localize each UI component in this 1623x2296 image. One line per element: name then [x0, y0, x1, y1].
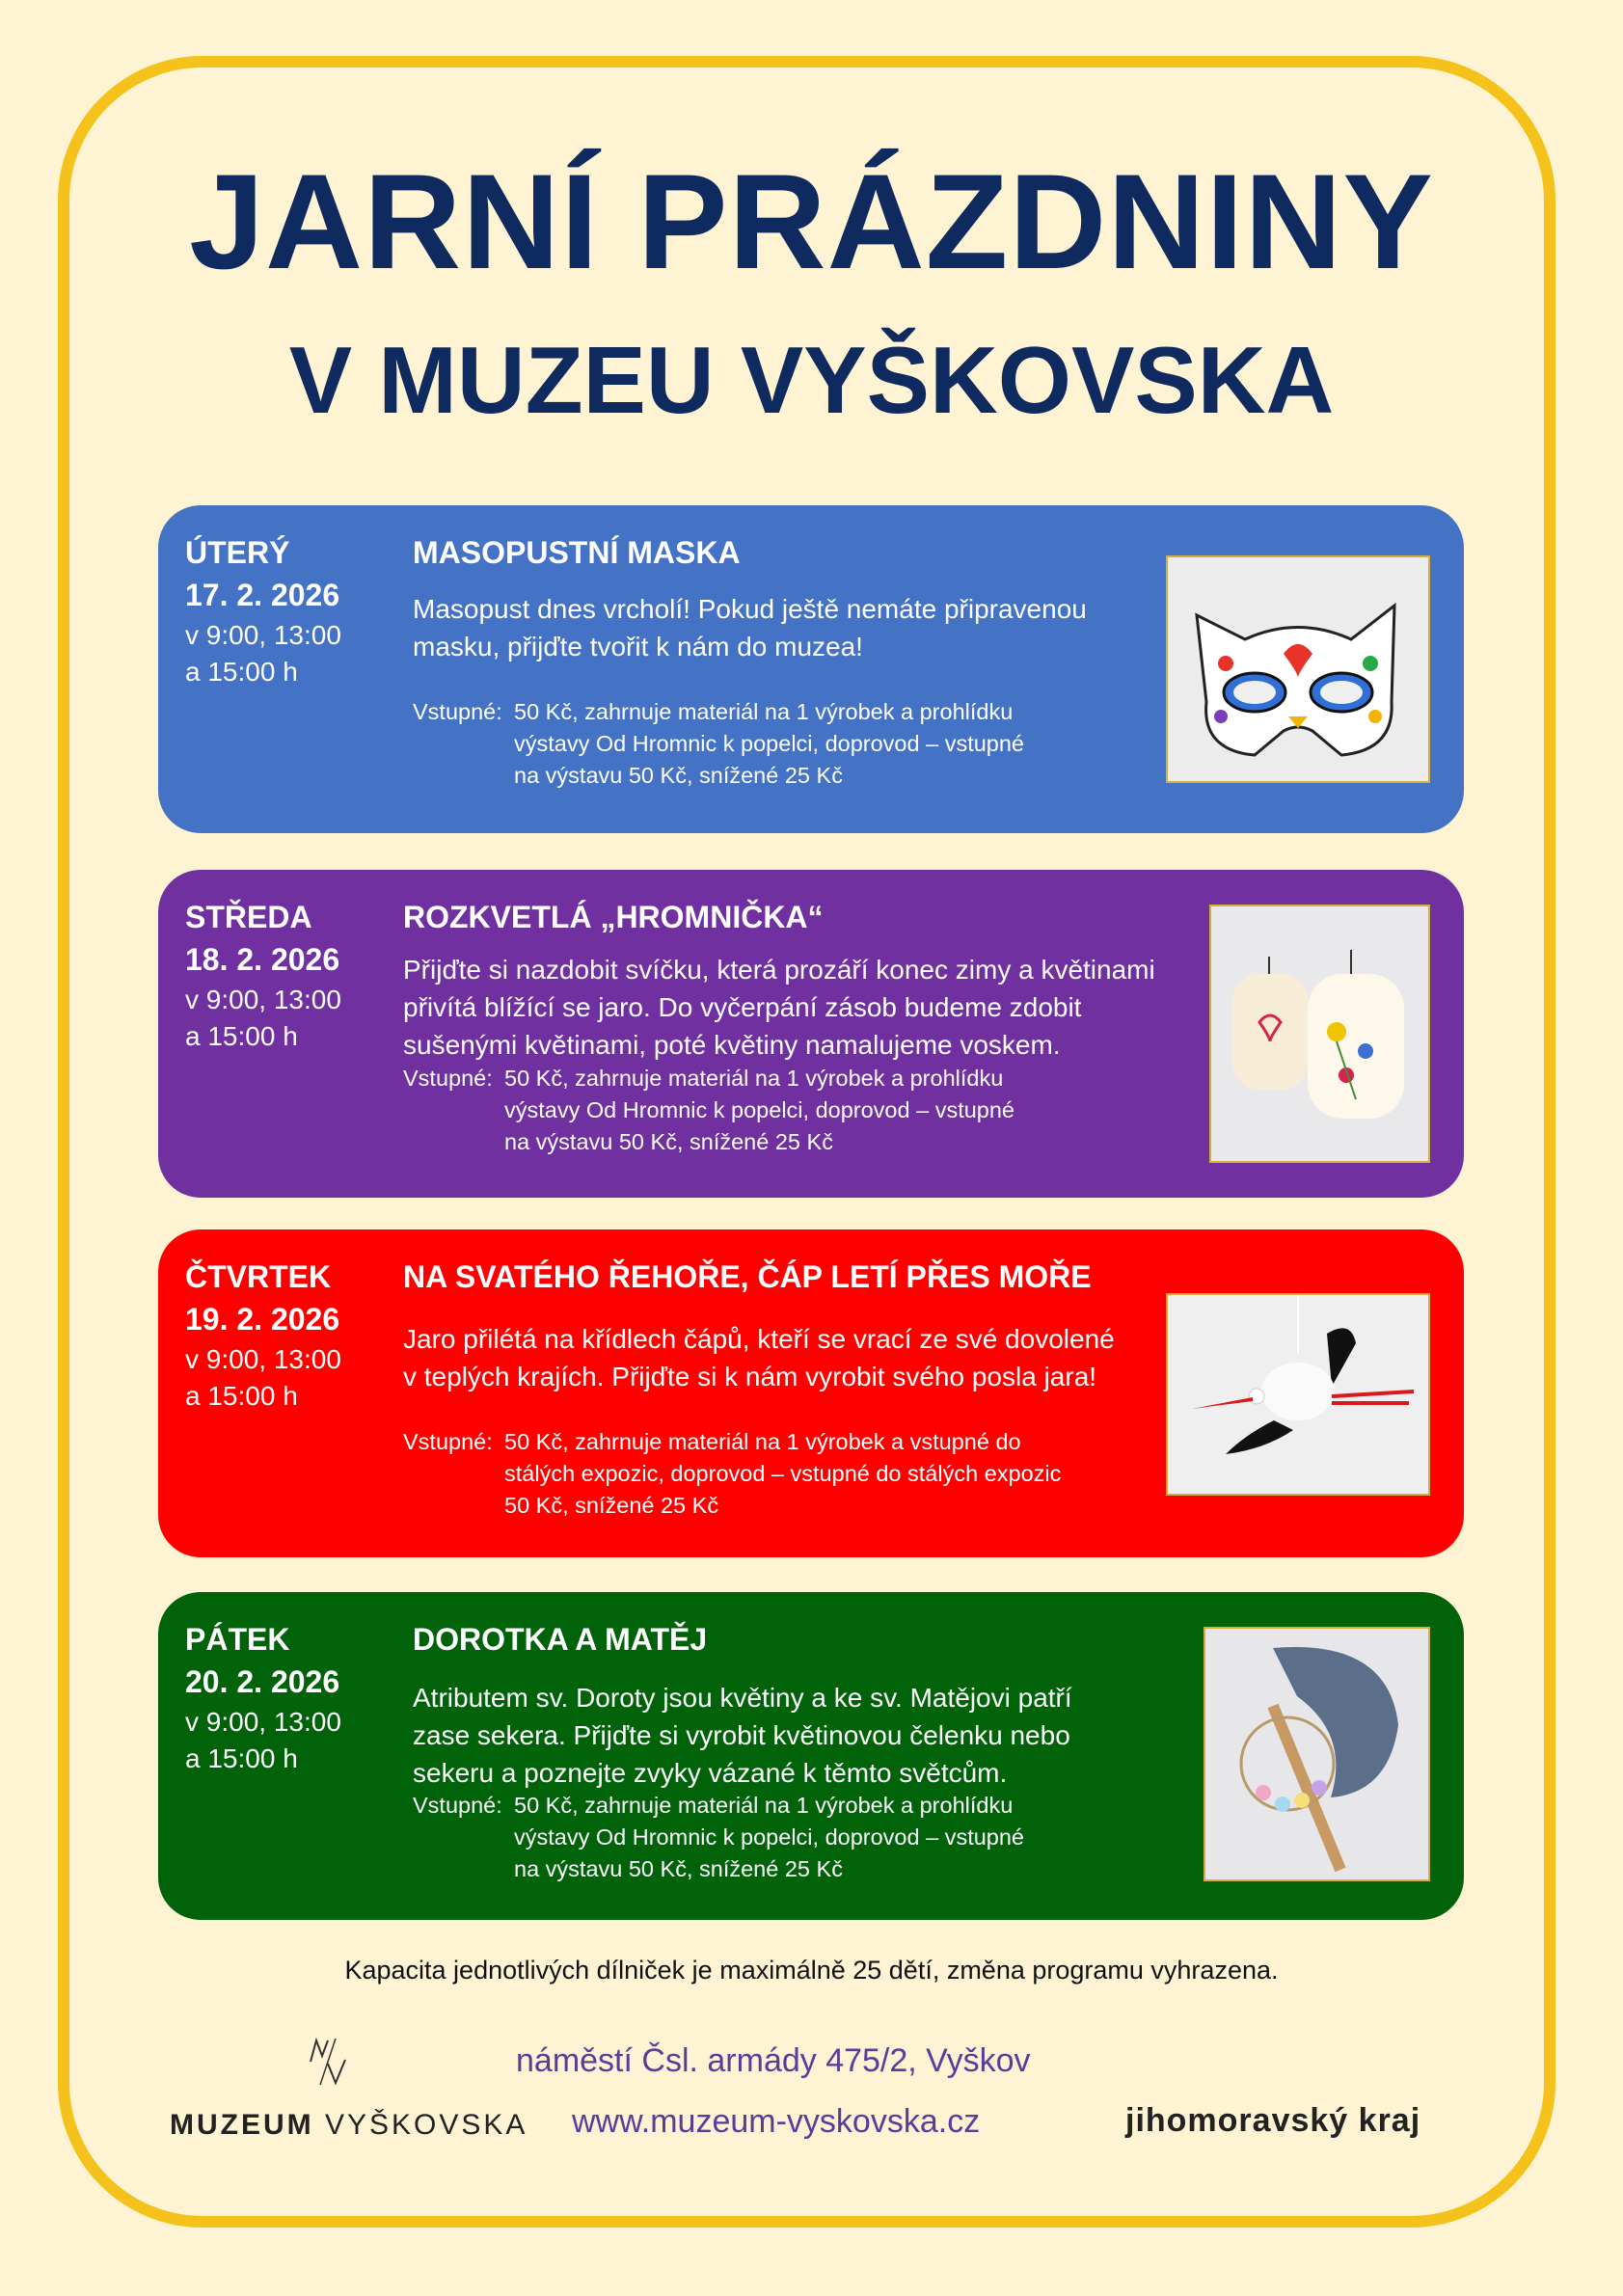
region-logo: jihomoravský kraj	[1125, 2102, 1421, 2139]
page-subtitle: V MUZEU VYŠKOVSKA	[288, 327, 1335, 433]
event-time: v 9:00, 13:00	[185, 1344, 341, 1374]
event-time: a 15:00 h	[185, 657, 298, 687]
museum-logo: MUZEUM VYŠKOVSKA	[170, 2109, 528, 2141]
event-card-friday	[158, 1592, 1464, 1920]
event-date: 20. 2. 2026	[185, 1664, 340, 1699]
event-title: DOROTKA A MATĚJ	[413, 1622, 708, 1657]
event-day: PÁTEK	[185, 1622, 290, 1657]
page-title: JARNÍ PRÁZDNINY	[189, 146, 1434, 297]
event-title: ROZKVETLÁ „HROMNIČKA“	[403, 900, 824, 934]
event-date: 18. 2. 2026	[185, 942, 340, 977]
event-price: Vstupné: 50 Kč, zahrnuje materiál na 1 výrobek a prohlídku výstavy Od Hromnic k popelci, doprovod – vstupné na výstavu 50 Kč, snížené 25 Kč	[413, 699, 1025, 788]
event-price: Vstupné: 50 Kč, zahrnuje materiál na 1 výrobek a prohlídku výstavy Od Hromnic k popelci, doprovod – vstupné na výstavu 50 Kč, snížené 25 Kč	[403, 1066, 1015, 1154]
decorated-candles-photo	[1209, 905, 1430, 1163]
event-description: Jaro přilétá na křídlech čápů, kteří se vrací ze své dovolené v teplých krajích. Přijďte si k nám vyrobit svého posla jara!	[403, 1324, 1115, 1391]
event-date: 17. 2. 2026	[185, 578, 340, 612]
event-time: v 9:00, 13:00	[185, 1707, 341, 1737]
event-time: v 9:00, 13:00	[185, 620, 341, 650]
event-day: ÚTERÝ	[185, 535, 290, 570]
event-title: NA SVATÉHO ŘEHOŘE, ČÁP LETÍ PŘES MOŘE	[403, 1259, 1092, 1294]
event-time: a 15:00 h	[185, 1381, 298, 1411]
capacity-note: Kapacita jednotlivých dílniček je maximálně 25 dětí, změna programu vyhrazena.	[344, 1956, 1279, 1985]
event-time: v 9:00, 13:00	[185, 985, 341, 1014]
stork-craft-photo	[1166, 1293, 1430, 1496]
event-card-thursday	[158, 1229, 1464, 1557]
address: náměstí Čsl. armády 475/2, Vyškov	[516, 2042, 1031, 2079]
event-price: Vstupné: 50 Kč, zahrnuje materiál na 1 výrobek a vstupné do stálých expozic, doprovod – vstupné do stálých expozic 50 Kč, snížené 25 Kč	[403, 1429, 1062, 1518]
event-description: Atributem sv. Doroty jsou květiny a ke sv. Matějovi patří zase sekera. Přijďte si vyrobit květinovou čelenku nebo sekeru a poznejte zvyky vázané k těmto světcům.	[413, 1683, 1072, 1788]
event-time: a 15:00 h	[185, 1021, 298, 1051]
event-description: Přijďte si nazdobit svíčku, která prozáří konec zimy a květinami přivítá blížící se jaro. Do vyčerpání zásob budeme zdobit sušenými květinami, poté květiny namalujeme voskem.	[403, 955, 1155, 1060]
event-day: STŘEDA	[185, 900, 312, 934]
event-price: Vstupné: 50 Kč, zahrnuje materiál na 1 výrobek a prohlídku výstavy Od Hromnic k popelci, doprovod – vstupné na výstavu 50 Kč, snížené 25 Kč	[413, 1793, 1025, 1881]
event-title: MASOPUSTNÍ MASKA	[413, 535, 741, 570]
axe-wreath-photo	[1204, 1627, 1430, 1881]
event-day: ČTVRTEK	[185, 1259, 332, 1294]
website-link[interactable]: www.muzeum-vyskovska.cz	[572, 2103, 981, 2140]
event-date: 19. 2. 2026	[185, 1302, 340, 1337]
museum-logo-icon	[307, 2037, 349, 2087]
event-description: Masopust dnes vrcholí! Pokud ještě nemáte připravenou masku, přijďte tvořit k nám do muzea!	[413, 594, 1087, 662]
event-card-tuesday	[158, 505, 1464, 833]
event-card-wednesday	[158, 870, 1464, 1198]
carnival-mask-photo	[1166, 555, 1430, 783]
event-time: a 15:00 h	[185, 1743, 298, 1773]
